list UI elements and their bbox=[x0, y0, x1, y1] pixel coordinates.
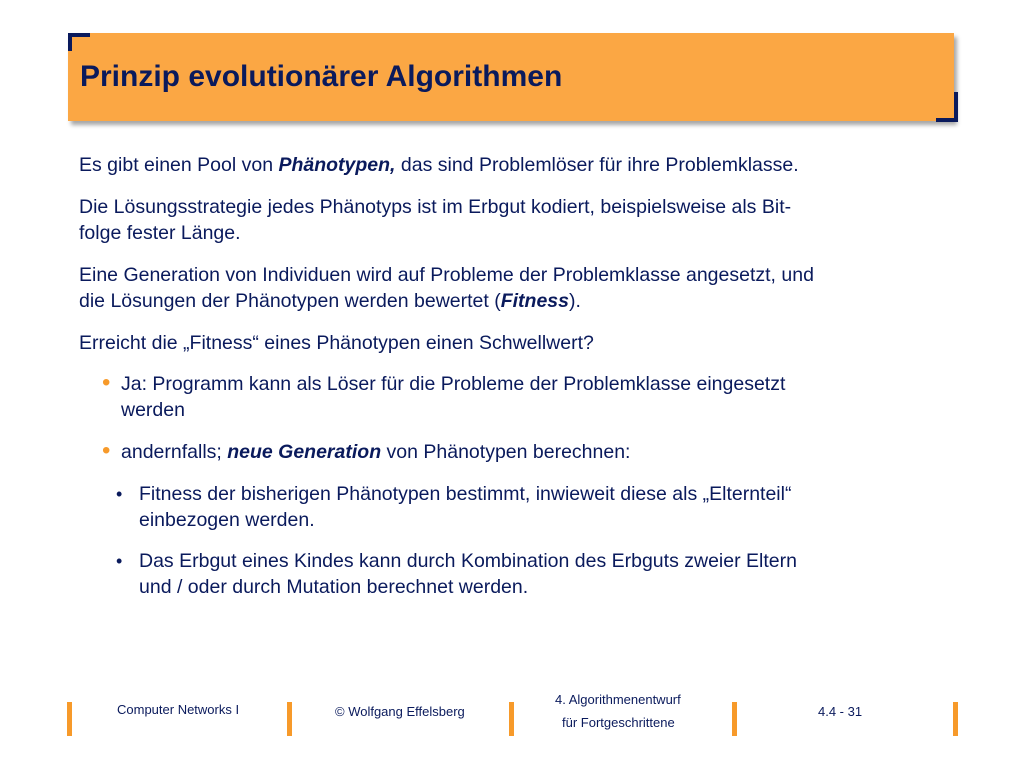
footer-chapter-line2: für Fortgeschrittene bbox=[562, 715, 675, 730]
bullet-item-otherwise bbox=[121, 439, 921, 465]
b2-emphasis: neue Generation bbox=[227, 441, 382, 463]
b1-line2: werden bbox=[121, 399, 185, 421]
paragraph-strategy bbox=[79, 194, 929, 246]
bullet-item-yes bbox=[121, 371, 921, 423]
paragraph-pool bbox=[79, 152, 929, 178]
footer-divider bbox=[953, 702, 958, 736]
p3-line2-a: die Lösungen der Phänotypen werden bewertet ( bbox=[79, 290, 501, 312]
footer-page-number: 4.4 - 31 bbox=[818, 704, 863, 719]
p2-line2: folge fester Länge. bbox=[79, 222, 241, 244]
footer-divider bbox=[67, 702, 72, 736]
bracket-bottom-right-v bbox=[954, 92, 958, 122]
p2-line1: Die Lösungsstrategie jedes Phänotyps ist im Erbgut kodiert, beispielsweise als Bit- bbox=[79, 196, 792, 218]
p1-text-a: Es gibt einen Pool von bbox=[79, 154, 279, 176]
b1-line1: Ja: Programm kann als Löser für die Probleme der Problemklasse eingesetzt bbox=[121, 373, 786, 395]
p1-emphasis: Phänotypen, bbox=[278, 154, 396, 176]
s1-line1: Fitness der bisherigen Phänotypen bestimmt, inwieweit diese als „Elternteil“ bbox=[139, 483, 792, 505]
sub-bullet-item-genome bbox=[139, 548, 929, 600]
p4-text: Erreicht die „Fitness“ eines Phänotypen einen Schwellwert? bbox=[79, 332, 594, 354]
p3-line2 bbox=[79, 288, 929, 314]
p3-line1: Eine Generation von Individuen wird auf Probleme der Problemklasse angesetzt, und bbox=[79, 264, 814, 286]
footer-divider bbox=[509, 702, 514, 736]
footer-author: © Wolfgang Effelsberg bbox=[335, 704, 465, 719]
p1-text-b: das sind Problemlöser für ihre Problemklasse. bbox=[395, 154, 799, 176]
paragraph-generation bbox=[79, 262, 929, 314]
paragraph-threshold bbox=[79, 330, 929, 356]
sub-bullet-icon: • bbox=[116, 484, 123, 504]
slide-title: Prinzip evolutionärer Algorithmen bbox=[80, 60, 563, 93]
sub-bullet-icon: • bbox=[116, 551, 123, 571]
footer-divider bbox=[732, 702, 737, 736]
sub-bullet-item-fitness bbox=[139, 481, 929, 533]
bullet-icon: • bbox=[102, 437, 111, 464]
s2-line1: Das Erbgut eines Kindes kann durch Kombination des Erbguts zweier Eltern bbox=[139, 550, 797, 572]
footer-divider bbox=[287, 702, 292, 736]
bullet-icon: • bbox=[102, 369, 111, 396]
b2-text-b: von Phänotypen berechnen: bbox=[381, 441, 631, 463]
p3-emphasis: Fitness bbox=[500, 290, 569, 312]
s1-line2: einbezogen werden. bbox=[139, 509, 315, 531]
bracket-top-left-v bbox=[68, 33, 72, 51]
b2-text-a: andernfalls; bbox=[121, 441, 228, 463]
footer-course: Computer Networks I bbox=[117, 702, 240, 717]
footer-chapter-line1: 4. Algorithmenentwurf bbox=[555, 692, 681, 707]
p3-line2-b: ). bbox=[569, 290, 581, 312]
s2-line2: und / oder durch Mutation berechnet werden. bbox=[139, 576, 529, 598]
